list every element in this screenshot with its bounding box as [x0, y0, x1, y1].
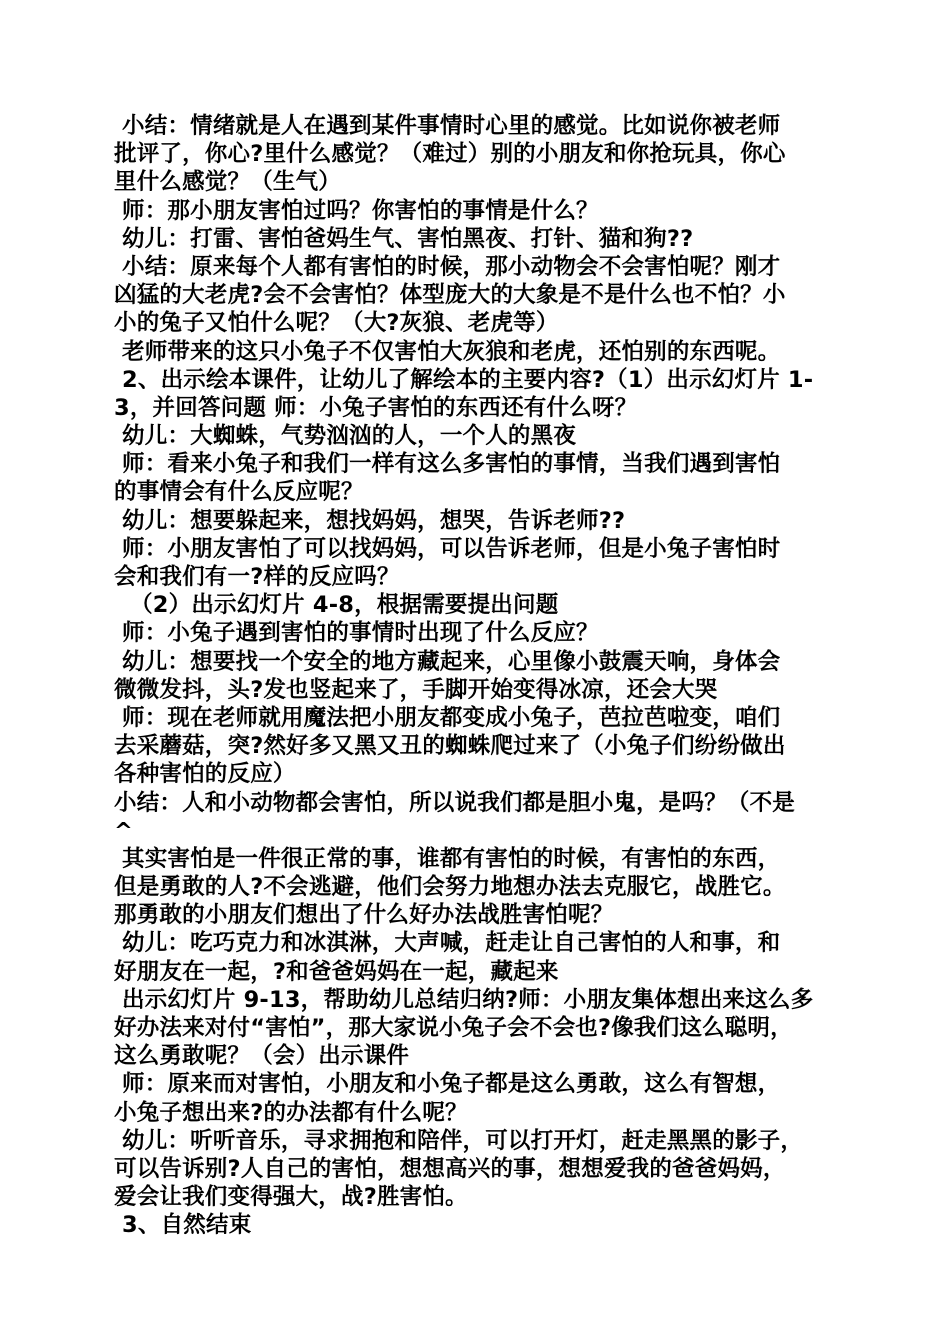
text-line: 里什么感觉？（生气） — [114, 169, 342, 196]
text-line: 老师带来的这只小兔子不仅害怕大灰狼和老虎，还怕别的东西呢。 — [114, 338, 781, 365]
text-line: 幼儿：听听音乐，寻求拥抱和陪伴，可以打开灯，赶走黑黑的影子， — [114, 1127, 804, 1154]
text-line: 各种害怕的反应） — [114, 761, 296, 788]
text-line: 会和我们有一?样的反应吗？ — [114, 564, 400, 590]
text-line: 师：现在老师就用魔法把小朋友都变成小兔子，芭拉芭啦变，咱们 — [114, 704, 781, 731]
text-line: 幼儿：想要躲起来，想找妈妈，想哭，告诉老师?? — [114, 507, 626, 534]
text-line: 幼儿：想要找一个安全的地方藏起来，心里像小鼓震天响，身体会 — [114, 648, 781, 675]
text-line: 好朋友在一起，?和爸爸妈妈在一起，藏起来 — [114, 958, 559, 985]
text-line: 师：原来而对害怕，小朋友和小兔子都是这么勇敢，这么有智想， — [114, 1071, 781, 1098]
text-line: 师：看来小兔子和我们一样有这么多害怕的事情，当我们遇到害怕 — [114, 451, 781, 478]
text-line: 小结：人和小动物都会害怕，所以说我们都是胆小鬼，是吗？（不是 — [114, 789, 796, 816]
text-line: 爱会让我们变得强大，战?胜害怕。 — [114, 1184, 468, 1211]
text-line: 幼儿：大蜘蛛，气势汹汹的人，一个人的黑夜 — [114, 423, 577, 450]
text-line: 可以告诉别?人自己的害怕，想想高兴的事，想想爱我的爸爸妈妈， — [114, 1155, 786, 1182]
text-line: 师：那小朋友害怕过吗？你害怕的事情是什么？ — [114, 197, 599, 224]
text-line: 3、自然结束 — [114, 1212, 252, 1239]
text-line: 幼儿：打雷、害怕爸妈生气、害怕黑夜、打针、猫和狗?? — [114, 225, 694, 252]
text-line: 好办法来对付“害怕”，那大家说小兔子会不会也?像我们这么聪明， — [114, 1015, 793, 1041]
text-line: 凶猛的大老虎?会不会害怕？体型庞大的大象是不是什么也不怕？小 — [114, 282, 786, 309]
text-line: 出示幻灯片 9-13，帮助幼儿总结归纳?师：小朋友集体想出来这么多 — [114, 986, 814, 1013]
text-line: 师：小兔子遇到害怕的事情时出现了什么反应？ — [114, 620, 599, 647]
text-line: 师：小朋友害怕了可以找妈妈，可以告诉老师，但是小兔子害怕时 — [114, 535, 781, 562]
text-line: 微微发抖，头?发也竖起来了，手脚开始变得冰凉，还会大哭 — [114, 676, 718, 703]
text-line: 小的兔子又怕什么呢？（大?灰狼、老虎等） — [114, 310, 559, 337]
text-line: （2）出示幻灯片 4-8，根据需要提出问题 — [114, 592, 559, 619]
text-line: 批评了，你心?里什么感觉？（难过）别的小朋友和你抢玩具，你心 — [114, 141, 786, 168]
document-body — [114, 112, 844, 1240]
text-line: 幼儿：吃巧克力和冰淇淋，大声喊，赶走让自己害怕的人和事，和 — [114, 930, 781, 957]
text-line: 去采蘑菇，突?然好多又黑又丑的蜘蛛爬过来了（小兔子们纷纷做出 — [114, 733, 786, 760]
text-line: 2、出示绘本课件，让幼儿了解绘本的主要内容?（1）出示幻灯片 1- — [114, 366, 814, 393]
text-line: 其实害怕是一件很正常的事，谁都有害怕的时候，有害怕的东西， — [114, 845, 781, 872]
text-line: 这么勇敢呢？（会）出示课件 — [114, 1043, 410, 1070]
text-line: 小兔子想出来?的办法都有什么呢？ — [114, 1099, 468, 1126]
text-line: 但是勇敢的人?不会逃避，他们会努力地想办法去克服它，战胜它。 — [114, 874, 786, 901]
text-line: 3，并回答问题 师：小兔子害怕的东西还有什么呀？ — [114, 394, 638, 421]
text-line: 小结：情绪就是人在遇到某件事情时心里的感觉。比如说你被老师 — [114, 113, 781, 139]
text-line: 小结：原来每个人都有害怕的时候，那小动物会不会害怕呢？刚才 — [114, 253, 781, 280]
text-line: 的事情会有什么反应呢？ — [114, 479, 364, 506]
text-line: 那勇敢的小朋友们想出了什么好办法战胜害怕呢？ — [114, 902, 614, 929]
text-line: ^ — [114, 817, 134, 844]
